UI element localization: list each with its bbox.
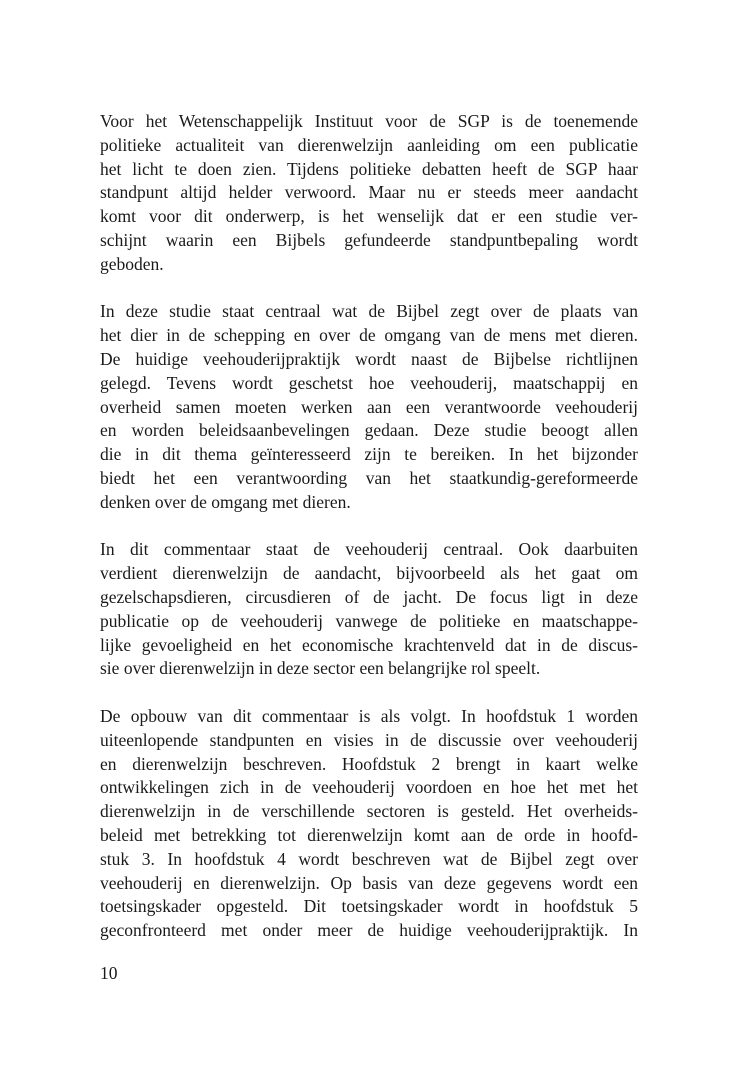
text-line: De huidige veehouderijpraktijk wordt naast de Bijbelse richtlijnen [100,348,638,369]
text-line: De opbouw van dit commentaar is als volgt. In hoofdstuk 1 worden [100,705,638,726]
page-body [100,110,638,967]
text-line: In deze studie staat centraal wat de Bijbel zegt over de plaats van [100,301,638,322]
text-line: overheid samen moeten werken aan een verantwoorde veehouderij [100,396,638,417]
text-line: het licht te doen zien. Tijdens politieke debatten heeft de SGP haar [100,158,638,179]
text-line: en dierenwelzijn beschreven. Hoofdstuk 2 brengt in kaart welke [100,753,638,774]
text-line: gezelschapsdieren, circusdieren of de jacht. De focus ligt in deze [100,586,638,607]
paragraph [100,705,638,943]
text-line: ontwikkelingen zich in de veehouderij voordoen en hoe het met het [100,777,638,798]
text-line: standpunt altijd helder verwoord. Maar nu er steeds meer aandacht [100,182,638,203]
text-line: publicatie op de veehouderij vanwege de politieke en maatschappe- [100,610,638,631]
text-line: uiteenlopende standpunten en visies in de discussie over veehouderij [100,729,638,750]
text-line: sie over dierenwelzijn in deze sector een belangrijke rol speelt. [100,658,541,679]
text-line: die in dit thema geïnteresseerd zijn te bereiken. In het bijzonder [100,444,638,465]
text-line: In dit commentaar staat de veehouderij centraal. Ook daarbuiten [100,539,638,560]
paragraph [100,300,638,514]
text-line: biedt het een verantwoording van het staatkundig-gereformeerde [100,467,638,488]
text-line: en worden beleidsaanbevelingen gedaan. Deze studie beoogt allen [100,420,638,441]
page-number: 10 [100,963,118,983]
text-line: komt voor dit onderwerp, is het wenselijk dat er een studie ver- [100,206,638,227]
text-line: schijnt waarin een Bijbels gefundeerde standpuntbepaling wordt [100,229,638,250]
text-line: stuk 3. In hoofdstuk 4 wordt beschreven wat de Bijbel zegt over [100,848,638,869]
text-line: Voor het Wetenschappelijk Instituut voor de SGP is de toenemende [100,111,638,131]
text-line: gelegd. Tevens wordt geschetst hoe veehouderij, maatschappij en [100,372,638,393]
paragraph [100,110,638,277]
text-line: geboden. [100,253,164,274]
text-line: lijke gevoeligheid en het economische krachtenveld dat in de discus- [100,634,638,655]
text-line: denken over de omgang met dieren. [100,491,351,512]
text-line: geconfronteerd met onder meer de huidige veehouderijpraktijk. In [100,920,638,941]
paragraph [100,538,638,681]
text-line: verdient dierenwelzijn de aandacht, bijvoorbeeld als het gaat om [100,563,638,584]
text-line: veehouderij en dierenwelzijn. Op basis van deze gegevens wordt een [100,872,638,893]
text-line: het dier in de schepping en over de omgang van de mens met dieren. [100,325,638,346]
text-line: beleid met betrekking tot dierenwelzijn komt aan de orde in hoofd- [100,824,638,845]
text-line: politieke actualiteit van dierenwelzijn aanleiding om een publicatie [100,134,638,155]
text-line: dierenwelzijn in de verschillende sectoren is gesteld. Het overheids- [100,801,638,822]
text-line: toetsingskader opgesteld. Dit toetsingskader wordt in hoofdstuk 5 [100,896,638,917]
